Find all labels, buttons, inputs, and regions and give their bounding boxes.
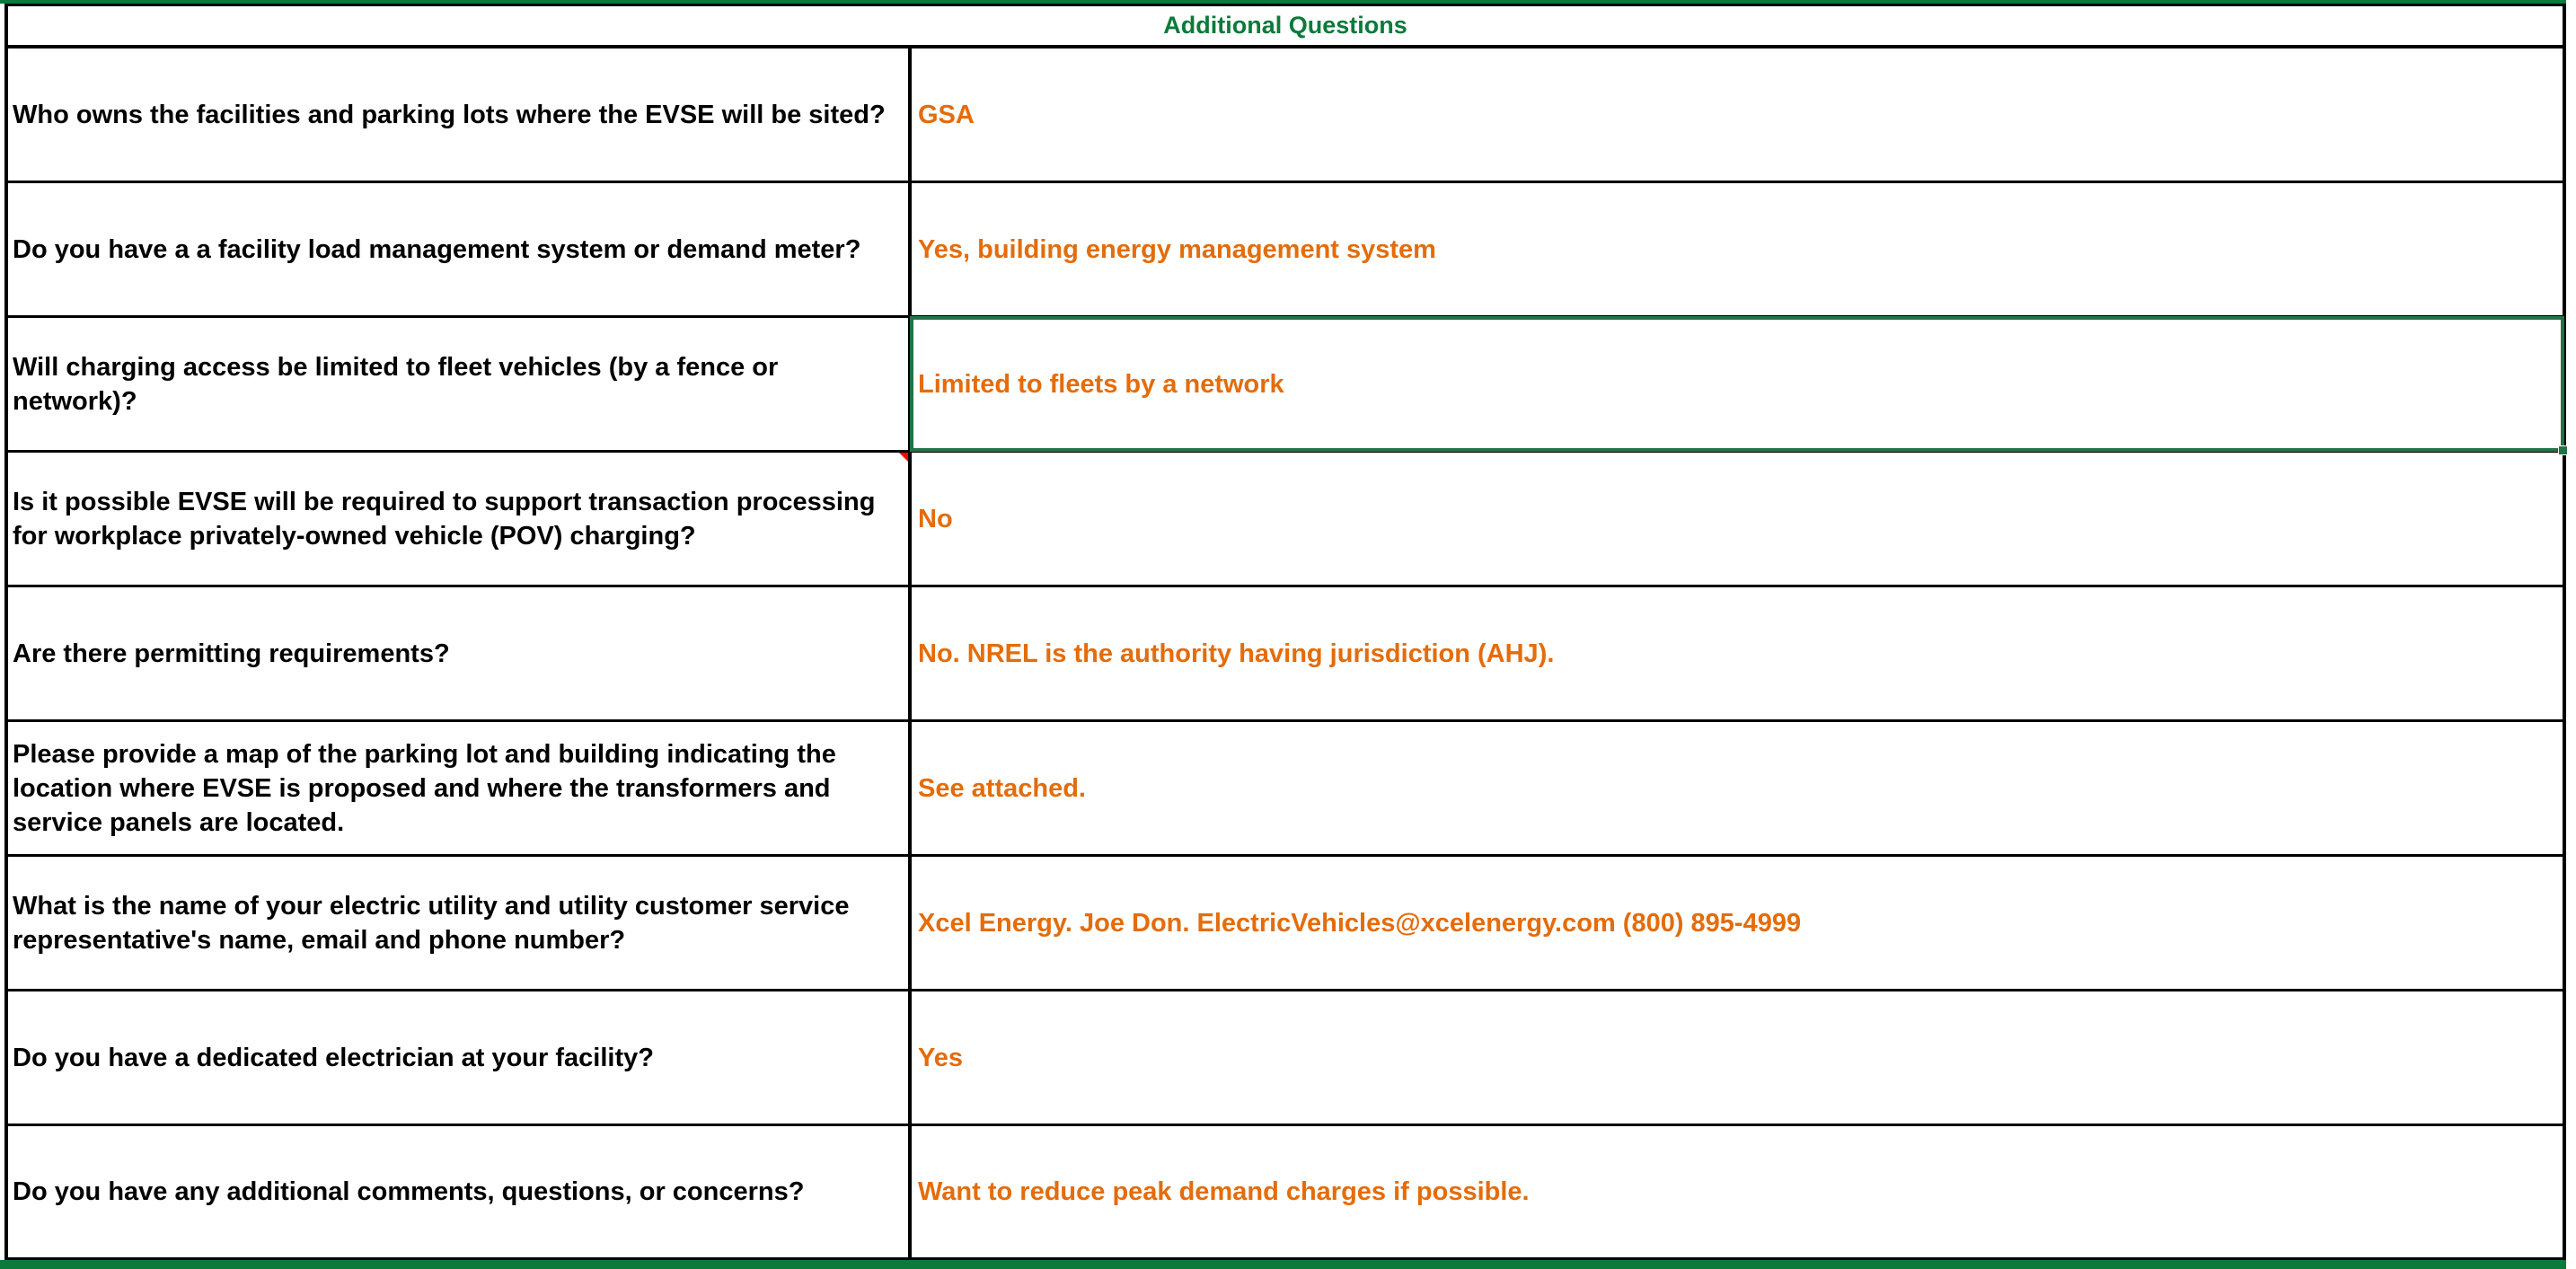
section-title: Additional Questions (1163, 12, 1407, 39)
answer-cell[interactable] (912, 587, 2563, 719)
answer-cell[interactable] (912, 991, 2563, 1124)
header-row[interactable] (8, 6, 2563, 48)
answer-text: Want to reduce peak demand charges if possible. (918, 1177, 1530, 1206)
question-text: Will charging access be limited to fleet vehicles (by a fence or network)? (13, 352, 779, 416)
answer-cell[interactable] (912, 183, 2563, 315)
answer-cell[interactable] (912, 857, 2563, 989)
table-row (8, 1126, 2563, 1261)
question-cell[interactable] (8, 183, 912, 315)
answer-cell[interactable] (912, 453, 2563, 585)
question-text: What is the name of your electric utility and utility customer service representative's name, email and phone number? (13, 891, 850, 955)
answer-cell[interactable] (912, 1126, 2563, 1257)
comment-indicator-icon[interactable] (899, 453, 908, 462)
table-row (8, 318, 2563, 453)
question-cell[interactable] (8, 991, 912, 1124)
question-cell[interactable] (8, 587, 912, 719)
answer-cell[interactable] (912, 722, 2563, 854)
bottom-green-border (0, 1260, 2566, 1269)
question-cell[interactable] (8, 857, 912, 989)
answer-text: Yes (918, 1043, 963, 1072)
table-row (8, 183, 2563, 318)
question-cell[interactable] (8, 318, 912, 450)
question-text: Please provide a map of the parking lot and building indicating the location where EVSE is proposed and where the transformers and service panels are located. (13, 739, 836, 837)
answer-text: See attached. (918, 773, 1086, 803)
question-text: Who owns the facilities and parking lots where the EVSE will be sited? (13, 100, 886, 129)
answer-text: Xcel Energy. Joe Don. ElectricVehicles@xcelenergy.com (800) 895-4999 (918, 908, 1802, 938)
question-text: Do you have a a facility load management system or demand meter? (13, 234, 861, 264)
answer-cell-selected[interactable] (912, 318, 2563, 450)
spreadsheet-table (4, 4, 2566, 1260)
answer-text: No (918, 504, 953, 533)
table-row (8, 587, 2563, 722)
question-cell[interactable] (8, 1126, 912, 1257)
answer-text: GSA (918, 100, 975, 129)
answer-text: Yes, building energy management system (918, 234, 1436, 264)
question-text: Do you have any additional comments, questions, or concerns? (13, 1177, 805, 1206)
question-rows (8, 48, 2563, 1261)
question-text: Is it possible EVSE will be required to support transaction processing for workplace privately-owned vehicle (POV) charging? (13, 487, 876, 551)
table-row (8, 453, 2563, 587)
question-cell[interactable] (8, 453, 912, 585)
question-cell[interactable] (8, 48, 912, 181)
answer-text: No. NREL is the authority having jurisdiction (AHJ). (918, 639, 1555, 668)
question-text: Do you have a dedicated electrician at your facility? (13, 1043, 654, 1072)
question-cell[interactable] (8, 722, 912, 854)
answer-cell[interactable] (912, 48, 2563, 181)
answer-text: Limited to fleets by a network (918, 369, 1284, 399)
table-row (8, 48, 2563, 183)
table-row (8, 991, 2563, 1126)
question-text: Are there permitting requirements? (13, 639, 450, 668)
table-row (8, 722, 2563, 857)
table-row (8, 857, 2563, 991)
